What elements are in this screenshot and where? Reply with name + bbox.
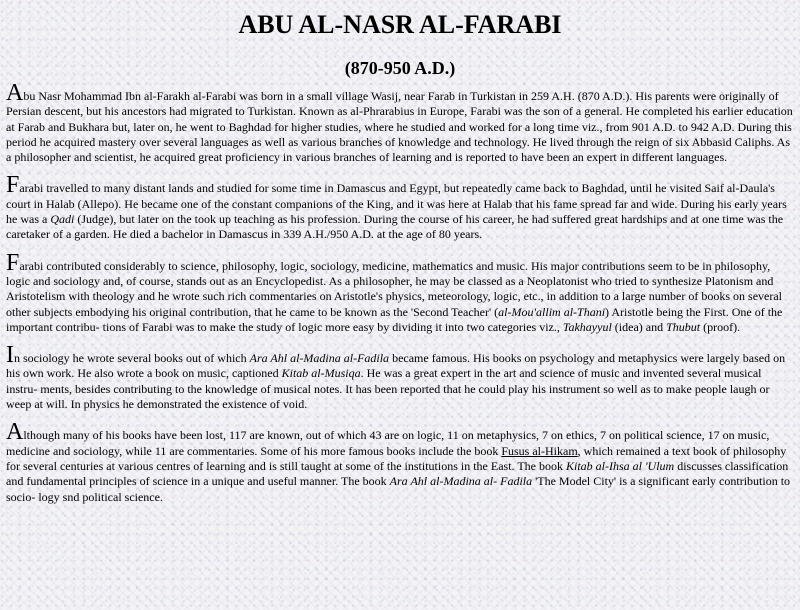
italic-term: Thubut — [666, 319, 701, 334]
italic-term: al-Mou'allim al-Thani — [498, 304, 606, 319]
drop-cap: F — [6, 249, 20, 276]
paragraph-text: ) Aristotle being the First. One of the important contribu- tions of Farabi was to make the study of logic more easy by dividing it into two categories viz., — [6, 304, 783, 334]
paragraph-text: arabi contributed considerably to science, philosophy, logic, sociology, medicine, mathematics and music. His major contributions seem to be in philosophy, logic and sociology and, of course, stands out as an Encyclopedist. As a philosopher, he may be classed as a Neoplatonist who tried to synthesize Platonism and Aristotelism with theology and he wrote such rich commentaries on Aristotle's physics, meteorology, logic, etc., in addition to a large number of books on several other subjects embodying his original contribution, that he came to be known as the 'Second Teacher' ( — [6, 258, 782, 319]
drop-cap: A — [6, 419, 24, 446]
paragraph-text: . He was a great expert in the art and science of music and invented several musical instru- ments, besides contributing to the knowledge of musical notes. It has been reported that he could play his instrument so well as to make people laugh or weep at will. In physics he demonstrated the existence of void. — [6, 366, 770, 412]
page-subtitle: (870-950 A.D.) — [344, 58, 456, 78]
paragraph-contributions — [6, 249, 794, 335]
drop-cap: F — [6, 172, 20, 199]
paragraph-text: n sociology he wrote several books out of which — [14, 351, 250, 366]
article — [0, 10, 800, 505]
drop-cap: I — [6, 342, 14, 369]
paragraph-text: , which remained a text book of philosophy for several centuries at various centres of learning and is still taught at some of the institutions in the East. The book — [6, 443, 787, 473]
paragraph-birth — [6, 80, 794, 165]
paragraph-travels — [6, 172, 794, 242]
paragraph-text: arabi travelled to many distant lands and studied for some time in Damascus and Egypt, but repeatedly came back to Baghdad, until he visited Saif al-Daula's court in Halab (Allepo). He became one of the constant companions of the King, and it was here at Halab that his fame spread far and wide. During his early years he was a — [6, 181, 787, 227]
paragraph-text: (idea) and — [611, 319, 667, 334]
paragraph-text: became famous. His books on psychology and metaphysics were largely based on his own work. He also wrote a book on music, captioned — [6, 351, 786, 381]
paragraph-text: 'The Model City' is a significant early contribution to socio- logy snd political science. — [6, 474, 791, 504]
page-title: ABU AL-NASR AL-FARABI — [238, 10, 562, 39]
paragraph-text: bu Nasr Mohammad Ibn al-Farakh al-Farabi was born in a small village Wasij, near Farab in Turkistan in 259 A.H. (870 A.D.). His parents were originally of Persian descent, but his ancestors had migrated to Turkistan. Known as al-Phrarabius in Europe, Farabi was the son of a general. He completed his earlier education at Farab and Bukhara but, later on, he went to Baghdad for higher studies, where he studied and worked for a long time viz., from 901 A.D. to 942 A.D. During this period he acquired mastery over several languages as well as various branches of knowledge and technology. He lived through the reign of six Abbasid Caliphs. As a philosopher and scientist, he acquired great proficiency in various branches of learning and is reported to have been an expert in different languages. — [6, 89, 793, 165]
book-title: Kitab al-Musiqa — [281, 366, 361, 381]
paragraph-text: lthough many of his books have been lost, 117 are known, out of which 43 are on logic, 11 on metaphysics, 7 on ethics, 7 on political science, 17 on music, medicine and sociology, while 11 are commentaries. Some of his more famous books include the book — [6, 428, 770, 458]
underlined-book-title: Fusus al-Hikam — [501, 443, 578, 458]
drop-cap: A — [6, 80, 24, 106]
paragraph-books — [6, 419, 794, 504]
italic-term: Qadi — [50, 212, 75, 227]
book-title: Kitab al-Ihsa al 'Ulum — [565, 458, 675, 473]
paragraph-sociology — [6, 342, 794, 412]
italic-term: Takhayyul — [562, 319, 612, 334]
paragraph-text: discusses classification and fundamental principles of science in a unique and useful manner. The book — [6, 458, 789, 489]
paragraph-text: (Judge), but later on the took up teaching as his profession. During the course of his career, he had suffered great hardships and at one time was the caretaker of a garden. He died a bachelor in Damascus in 339 A.H./950 A.D. at the age of 80 years. — [6, 212, 784, 242]
paragraph-text: (proof). — [700, 319, 741, 334]
book-title: Ara Ahl al-Madina al-Fadila — [249, 351, 390, 366]
book-title: Ara Ahl al-Madina al- Fadila — [389, 474, 533, 489]
